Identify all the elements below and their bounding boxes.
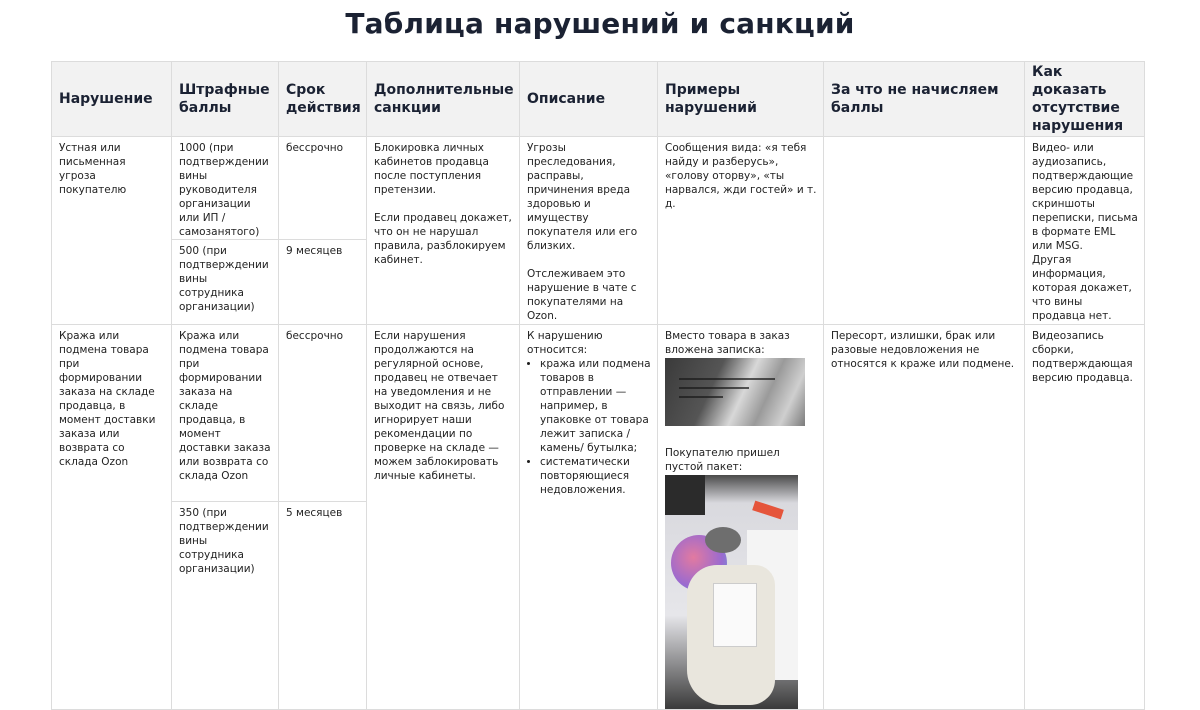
cell-examples [658, 137, 824, 325]
cell-not-counted [824, 137, 1025, 325]
header-examples: Примеры нарушений [658, 62, 824, 137]
proof-text: Другая информация, которая докажет, что вины продавца нет. [1032, 254, 1132, 322]
cell-penalty-points [172, 325, 279, 502]
cell-duration [279, 502, 367, 710]
cell-proof [1025, 137, 1145, 325]
page-title: Таблица нарушений и санкций [345, 7, 855, 40]
description-text: Отслеживаем это нарушение в чате с покупателями на Ozon. [527, 268, 637, 322]
cell-description [520, 137, 658, 325]
table-row [52, 325, 1145, 502]
cell-duration [279, 325, 367, 502]
header-additional-sanctions: Дополнительные санкции [367, 62, 520, 137]
sanctions-text: Блокировка личных кабинетов продавца после поступления претензии. [374, 142, 489, 196]
description-intro: К нарушению относится: [527, 330, 603, 356]
header-violation: Нарушение [52, 62, 172, 137]
header-proof: Как доказать отсутствие нарушения [1025, 62, 1145, 137]
violation-text: Устная или письменная угроза покупателю [59, 142, 127, 196]
header-duration: Срок действия [279, 62, 367, 137]
photo-note-in-package [665, 358, 805, 426]
not-counted-text: Пересорт, излишки, брак или разовые недовложения не относятся к краже или подмене. [831, 330, 1015, 370]
penalty-points-text: 350 (при подтверждении вины сотрудника организации) [179, 507, 269, 576]
table-header-row [52, 62, 1145, 137]
penalty-points-text: 1000 (при подтверждении вины руководителя организации или ИП / самозанятого) [179, 142, 269, 238]
description-bullet: • кража или подмена товаров в отправлении — например, в упаковке от товара лежит записка /камень/ бутылка; [540, 357, 651, 455]
cell-not-counted [824, 325, 1025, 710]
header-penalty-points: Штрафные баллы [172, 62, 279, 137]
duration-text: бессрочно [286, 330, 344, 342]
proof-text: Видеозапись сборки, подтверждающая версию продавца. [1032, 330, 1133, 384]
violation-text: Кража или подмена товара при формировании заказа на складе продавца, в момент доставки заказа или возврата со склада Ozon [59, 330, 156, 468]
cell-duration [279, 240, 367, 325]
cell-proof [1025, 325, 1145, 710]
sanctions-text: Если нарушения продолжаются на регулярной основе, продавец не отвечает на уведомления и не выходит на связь, либо игнорирует наши рекомендации по проверке на складе — можем заблокировать личные кабинеты. [374, 330, 505, 482]
description-bullet: • систематически повторяющиеся недовложения. [540, 455, 651, 497]
duration-text: 5 месяцев [286, 507, 343, 520]
description-text: Угрозы преследования, расправы, причинения вреда здоровью и имуществу покупателя или его близких. [527, 142, 638, 252]
sanctions-text: Если продавец докажет, что он не нарушал правила, разблокируем кабинет. [374, 212, 512, 266]
duration-text: бессрочно [286, 142, 344, 154]
description-bullet-list [527, 357, 651, 497]
duration-text: 9 месяцев [286, 245, 343, 257]
examples-text: Сообщения вида: «я тебя найду и разберусь», «голову оторву», «ты нарвался, жди гостей» и т. д. [665, 142, 817, 210]
cell-penalty-points [172, 502, 279, 710]
cell-violation [52, 325, 172, 710]
cell-description [520, 325, 658, 710]
cell-penalty-points [172, 137, 279, 240]
penalty-points-text: Кража или подмена товара при формировании заказа на складе продавца, в момент доставки заказа или возврата со склада Ozon [179, 330, 271, 482]
cell-penalty-points [172, 240, 279, 325]
cell-violation [52, 137, 172, 325]
photo-empty-package [665, 475, 798, 709]
header-description: Описание [520, 62, 658, 137]
proof-text: Видео- или аудиозапись, подтверждающие версию продавца, скриншоты переписки, письма в формате EML или MSG. [1032, 142, 1138, 252]
table-row [52, 137, 1145, 240]
example-caption: Вместо товара в заказ вложена записка: [665, 330, 790, 356]
cell-examples [658, 325, 824, 710]
violations-table [51, 61, 1145, 710]
penalty-points-text: 500 (при подтверждении вины сотрудника организации) [179, 245, 269, 313]
example-caption: Покупателю пришел пустой пакет: [665, 447, 780, 473]
cell-additional-sanctions [367, 325, 520, 710]
cell-additional-sanctions [367, 137, 520, 325]
header-not-counted: За что не начисляем баллы [824, 62, 1025, 137]
cell-duration [279, 137, 367, 240]
